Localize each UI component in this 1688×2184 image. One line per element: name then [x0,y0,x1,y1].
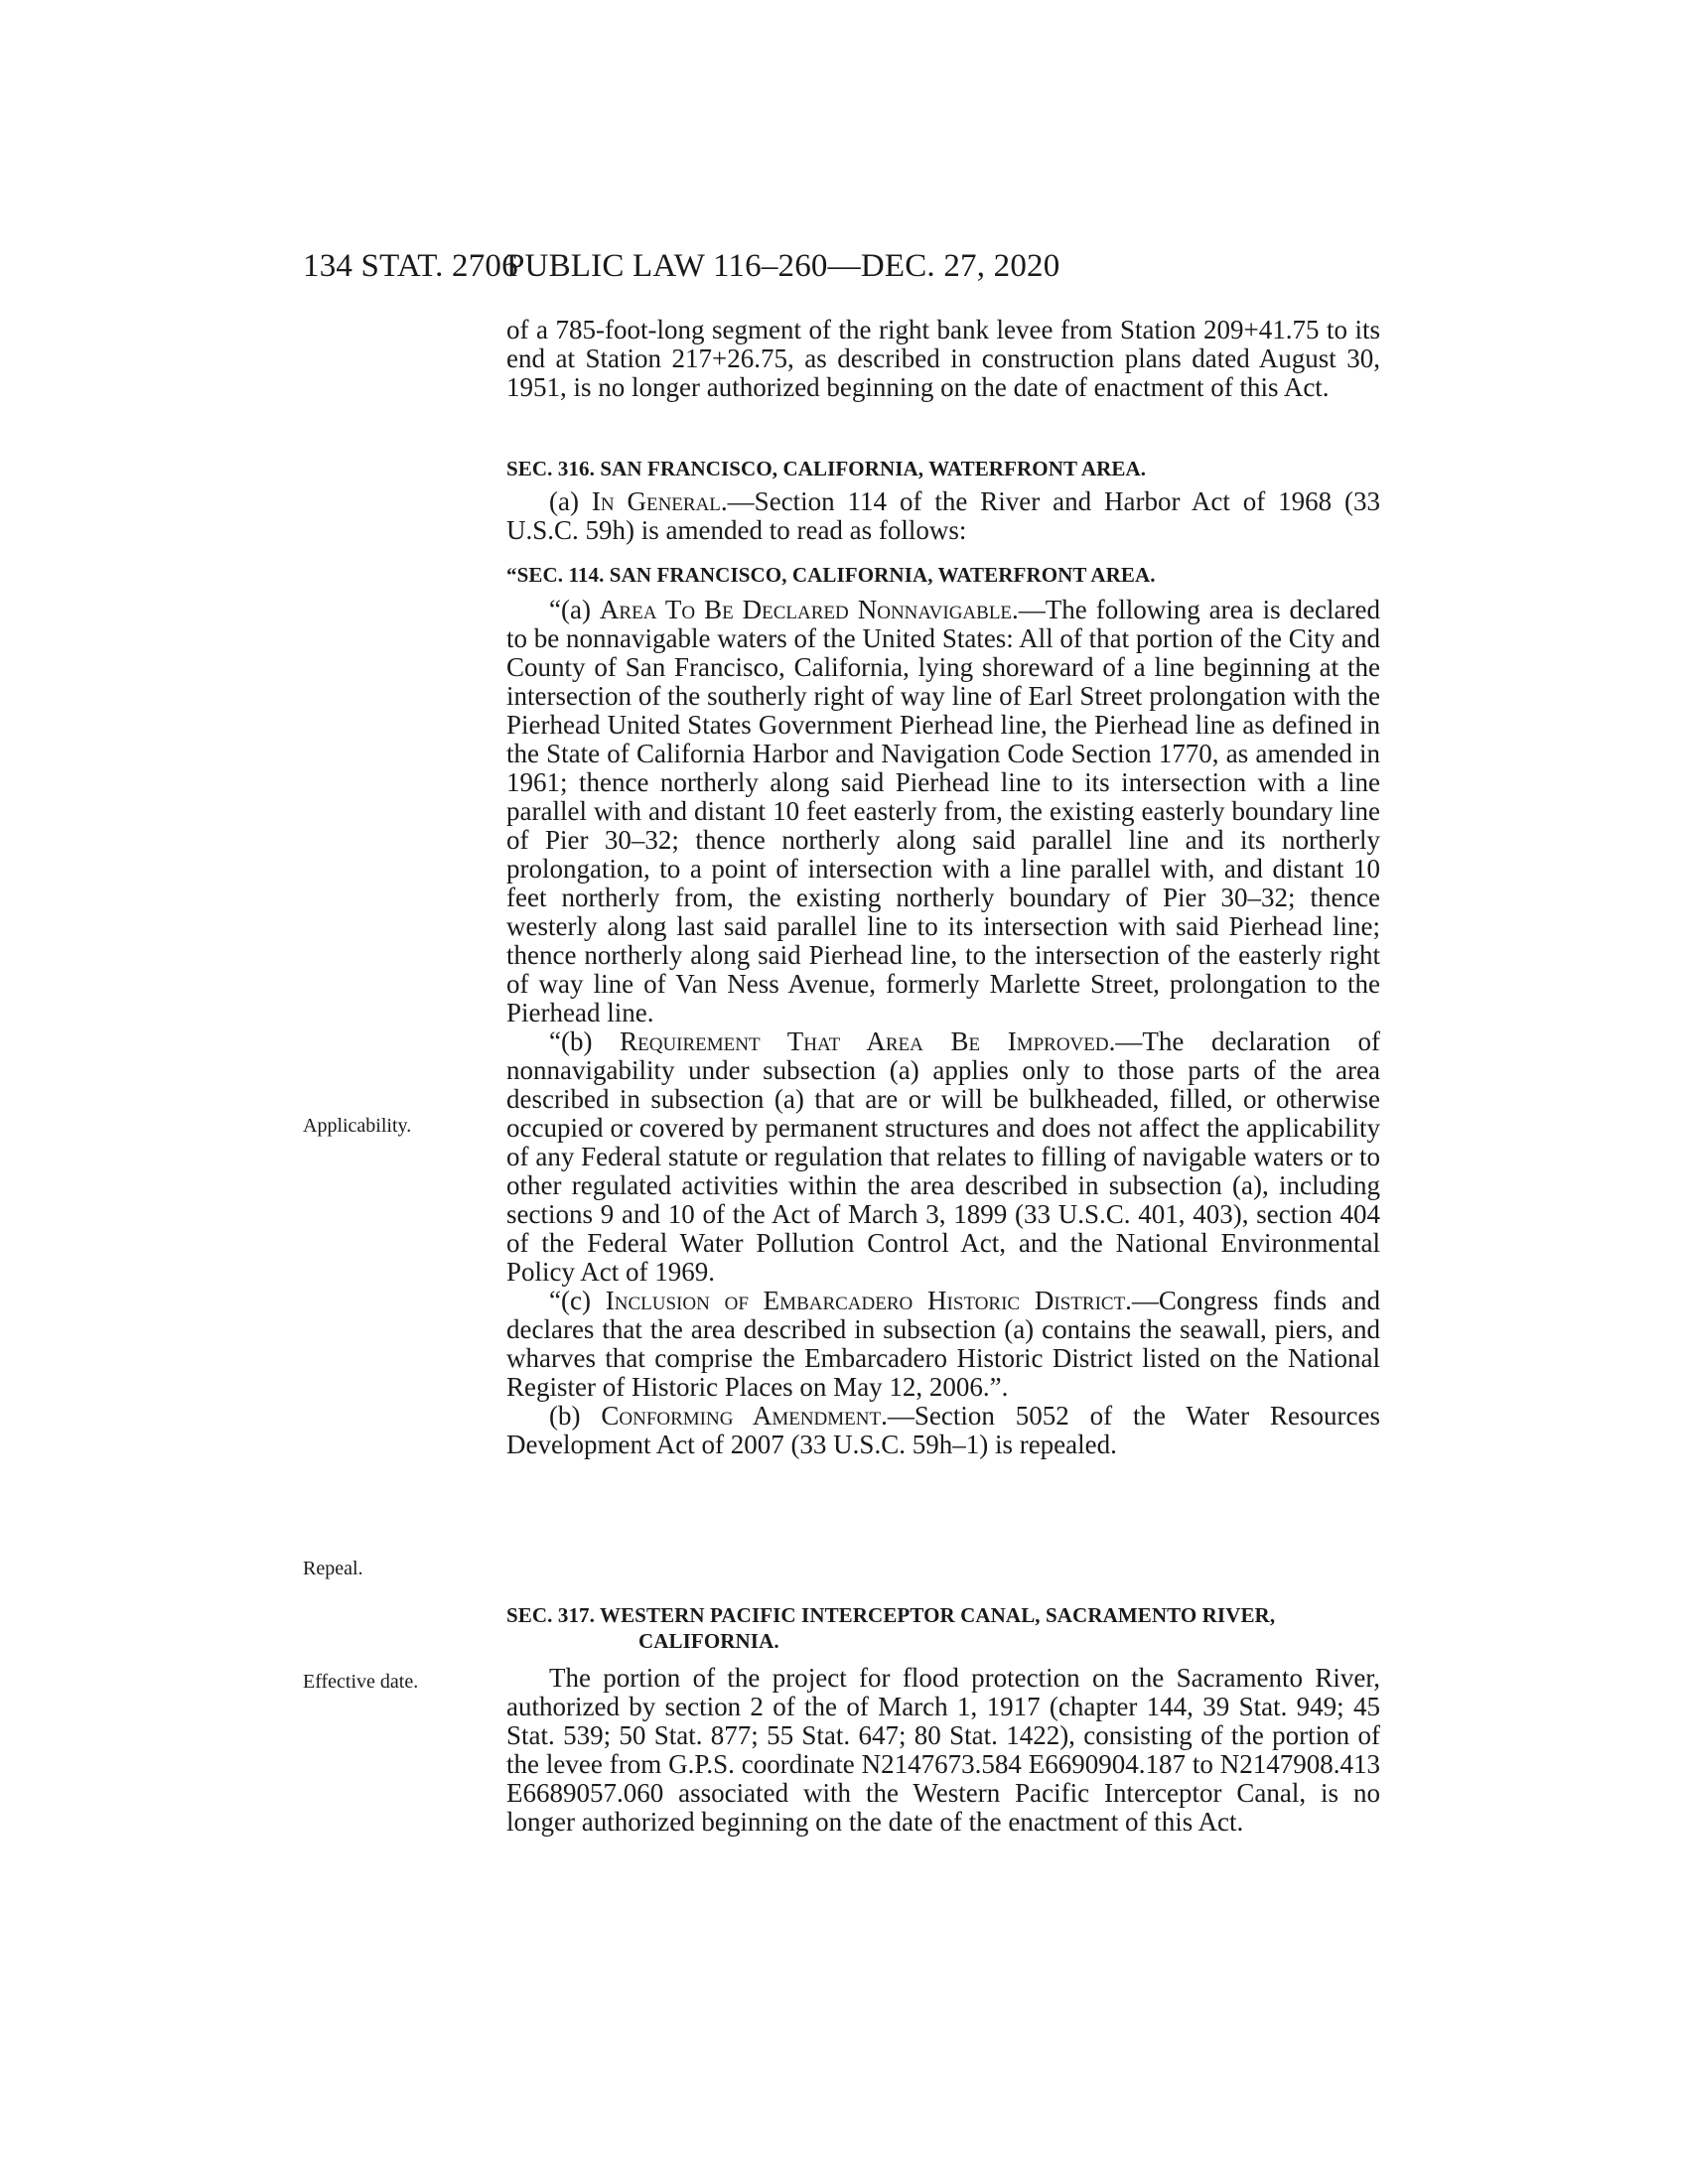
intro-paragraph: of a 785-foot-long segment of the right bank levee from Station 209+41.75 to its end at Station 217+26.75, as described in construction plans dated August 30, 1951, is no longer authorized beginning on the date of enactment of this Act. [506,315,1380,402]
margin-note-effective-date: Effective date. [303,1671,419,1693]
subsection-b-prefix: (b) [549,1401,602,1431]
sec-317-paragraph: The portion of the project for flood protection on the Sacramento River, authorized by section 2 of the of March 1, 1917 (chapter 144, 39 Stat. 949; 45 Stat. 539; 50 Stat. 877; 55 Stat. 647; 80 Stat. 1422), consisting of the portion of the levee from G.P.S. coordinate N2147673.584 E6690904.187 to N2147908.413 E6689057.060 associated with the Western Pacific Interceptor Canal, is no longer authorized beginning on the date of the enactment of this Act. [506,1663,1380,1837]
subsection-b-text: .—Section 5052 of the Water Resources Development Act of 2007 (33 U.S.C. 59h–1) is repealed. [506,1401,1381,1459]
quoted-subsection-a [506,596,1380,1027]
sec-316-subsection-a [506,487,1380,545]
sec-316-subsection-b [506,1402,1380,1459]
intro-block [506,316,1380,402]
quoted-c-caption: Inclusion of Embarcadero Historic District [605,1286,1126,1315]
sec-114-body [506,596,1380,1459]
sec-316-heading-block [506,456,1380,481]
sec-114-heading-block [506,562,1380,588]
quoted-c-prefix: “(c) [549,1286,606,1315]
sec-316-a-block [506,487,1380,545]
sec-317-heading-block [506,1602,1380,1654]
subsection-a-prefix: (a) [549,486,592,516]
running-header [303,248,1380,288]
margin-note-repeal: Repeal. [303,1558,363,1579]
subsection-a-caption: In General [591,486,721,516]
sec-316-heading: SEC. 316. SAN FRANCISCO, CALIFORNIA, WATERFRONT AREA. [506,457,1147,480]
sec-317-body [506,1664,1380,1837]
quoted-c-text: .—Congress finds and declares that the area described in subsection (a) contains the seawall, piers, and wharves that comprise the Embarcadero Historic District listed on the National Register of Historic Places on May 12, 2006.”. [506,1286,1380,1402]
quoted-b-caption: Requirement That Area Be Improved [620,1026,1109,1056]
sec-114-heading: “SEC. 114. SAN FRANCISCO, CALIFORNIA, WATERFRONT AREA. [506,563,1156,587]
quoted-b-text: .—The declaration of nonnavigability under subsection (a) applies only to those parts of the area described in subsection (a) that are or will be bulkheaded, filled, or otherwise occupied or covered by permanent structures and does not affect the applicability of any Federal statute or regulation that relates to filling of navigable waters or to other regulated activities within the area described in subsection (a), including sections 9 and 10 of the Act of March 3, 1899 (33 U.S.C. 401, 403), section 404 of the Federal Water Pollution Control Act, and the National Environmental Policy Act of 1969. [506,1026,1381,1287]
stat-page-number: 134 STAT. 2706 [303,248,518,284]
quoted-a-caption: Area To Be Declared Nonnavigable [599,595,1013,624]
subsection-a-text: .—Section 114 of the River and Harbor Act of 1968 (33 U.S.C. 59h) is amended to read as follows: [506,486,1381,545]
quoted-subsection-b [506,1027,1380,1287]
law-title: PUBLIC LAW 116–260—DEC. 27, 2020 [506,248,1060,284]
margin-note-applicability: Applicability. [303,1115,412,1137]
quoted-a-text: .—The following area is declared to be nonnavigable waters of the United States: All of that portion of the City and County of San Francisco, California, lying shoreward of a line beginning at the intersection of the southerly right of way line of Earl Street prolongation with the Pierhead United States Government Pierhead line, the Pierhead line as defined in the State of California Harbor and Navigation Code Section 1770, as amended in 1961; thence northerly along said Pierhead line to its intersection with a line parallel with and distant 10 feet easterly from, the existing easterly boundary line of Pier 30–32; thence northerly along said parallel line and its northerly prolongation, to a point of intersection with a line parallel with, and distant 10 feet northerly from, the existing northerly boundary of Pier 30–32; thence westerly along last said parallel line to its intersection with said Pierhead line; thence northerly along said Pierhead line, to the intersection of the easterly right of way line of Van Ness Avenue, formerly Marlette Street, prolongation to the Pierhead line. [506,595,1380,1027]
quoted-b-prefix: “(b) [549,1026,621,1056]
subsection-b-caption: Conforming Amendment [601,1401,882,1431]
quoted-subsection-c [506,1287,1380,1402]
sec-317-heading: SEC. 317. WESTERN PACIFIC INTERCEPTOR CANAL, SACRAMENTO RIVER, CALIFORNIA. [506,1603,1276,1653]
quoted-a-prefix: “(a) [549,595,600,624]
